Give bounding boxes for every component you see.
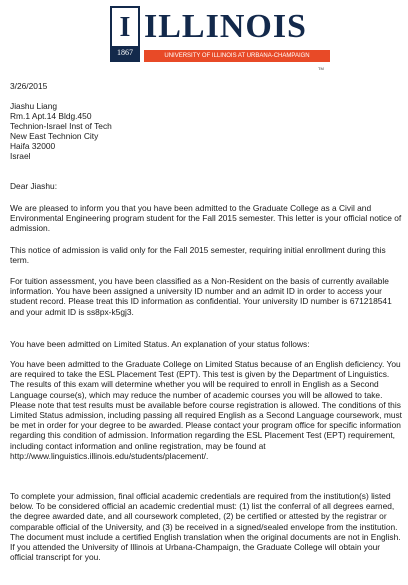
letter-date: 3/26/2015: [10, 81, 48, 91]
address-line: Haifa 32000: [10, 141, 56, 151]
university-seal: [110, 6, 140, 62]
paragraph-admission: We are pleased to inform you that you have been admitted to the Graduate College as a Civil and Environmental Engineering program student for the Fall 2015 semester. This letter is your official notice of admission.: [10, 203, 402, 234]
address-line: Technion-Israel Inst of Tech: [10, 121, 112, 131]
paragraph-tuition: For tuition assessment, you have been classified as a Non-Resident on the basis of currently available information. You have been assigned a university ID number and an admit ID in order to access your student record. Please treat this ID information as confidential. Your university ID number is 671218541 and your admit ID is ss8px-k5gj3.: [10, 276, 392, 317]
recipient-address: [10, 101, 402, 161]
address-line: Jiashu Liang: [10, 101, 58, 111]
address-line: New East Technion City: [10, 131, 99, 141]
address-line: Rm.1 Apt.14 Bldg.450: [10, 111, 92, 121]
salutation: Dear Jiashu:: [10, 181, 58, 191]
seal-year: 1867: [112, 46, 138, 60]
paragraph-credentials: To complete your admission, final official academic credentials are required from the institution(s) listed below. To be considered official an academic credential must: (1) list the conferral of all degrees earned, the degree awarded date, and all coursework completed, (2) be certified or attested by the registrar or comparable official of the University, and (3) be received in a signed/sealed envelope from the institution. The document must include a certified English translation when the original documents are not in English. If you attended the University of Illinois at Urbana-Champaign, the Graduate College will obtain your official transcript for you.: [10, 491, 401, 563]
paragraph-status-intro: You have been admitted on Limited Status. An explanation of your status follows:: [10, 339, 310, 349]
paragraph-limited-status-block: [10, 359, 402, 461]
university-subtitle: UNIVERSITY OF ILLINOIS AT URBANA-CHAMPAIGN: [144, 50, 330, 62]
paragraph-validity: This notice of admission is valid only for the Fall 2015 semester, requiring initial enrollment during this term.: [10, 245, 386, 266]
university-letterhead: [110, 6, 330, 70]
seal-letter: I: [119, 12, 131, 43]
trademark-mark: TM: [318, 66, 324, 71]
address-line: Israel: [10, 151, 31, 161]
paragraph-limited-status: You have been admitted to the Graduate College on Limited Status because of an English deficiency. You are required to take the ESL Placement Test (EPT). This test is given by the Department of Linguistics. The results of this exam will determine whether you will be required to enroll in English as a Second Language course(s), which may reduce the number of academic courses you will be allowed to take. Please note that test results must be available before course registration is allowed. The conditions of this Limited Status admission, including passing all required English as a Second Language coursework, must be met in order for your degree to be awarded. Please contact your program office for specific information regarding this condition of admission. Information regarding the ESL Placement Test (EPT) requirement, including contact information and online registration, may be found at: [10, 359, 402, 451]
placement-test-link[interactable]: http://www.linguistics.illinois.edu/students/placement/.: [10, 450, 209, 461]
university-wordmark: ILLINOIS: [144, 8, 307, 45]
